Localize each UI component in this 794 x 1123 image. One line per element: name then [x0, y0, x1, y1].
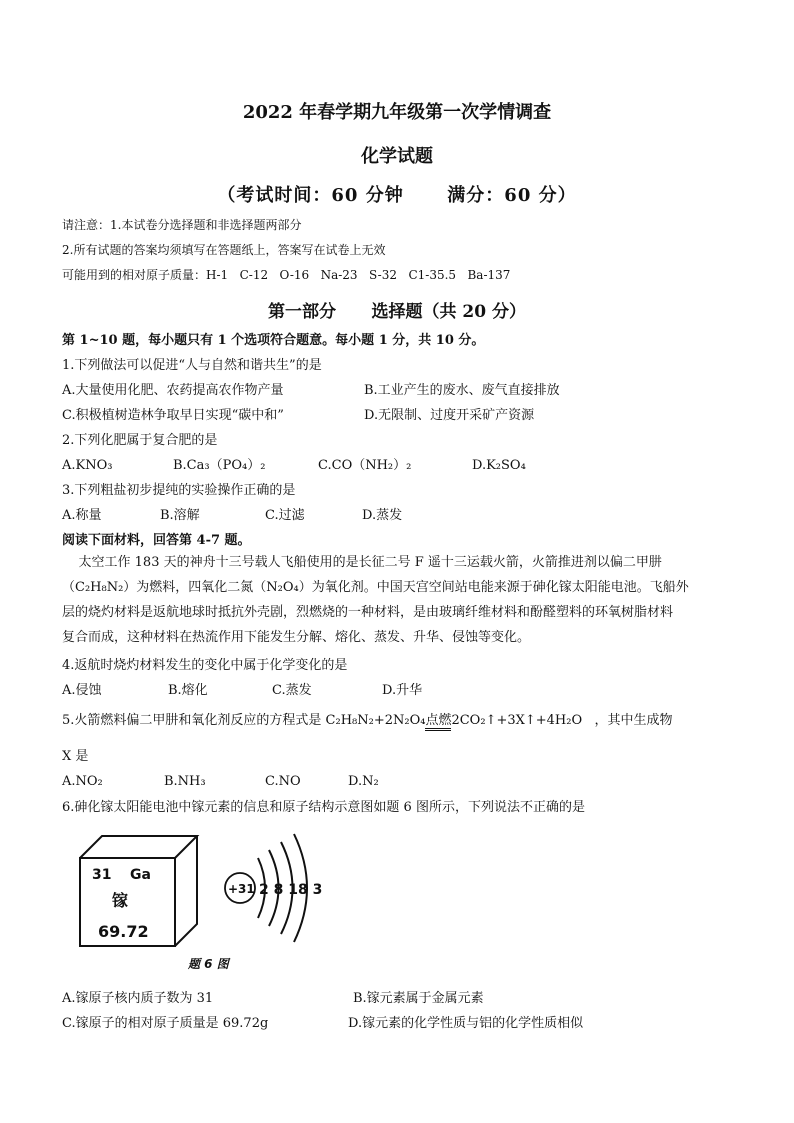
- note-2: 2.所有试题的答案均须填写在答题纸上，答案写在试卷上无效: [62, 243, 386, 257]
- q6-option-b: B.镓元素属于金属元素: [353, 991, 484, 1006]
- figure-6-caption: 题 6 图: [188, 957, 229, 971]
- atomic-number: 31: [92, 867, 112, 883]
- q3-option-d: D.蒸发: [362, 508, 403, 523]
- figure-6: [62, 822, 332, 982]
- element-symbol: Ga: [130, 867, 151, 883]
- reading-line-2: （C₂H₈N₂）为燃料，四氧化二氮（N₂O₄）为氧化剂。中国天宫空间站电能来源于砷化镓太阳能电池。飞船外: [62, 580, 689, 595]
- q4-option-c: C.蒸发: [272, 683, 312, 698]
- q5-option-c: C.NO: [265, 774, 301, 789]
- section-1-instruction: 第 1~10 题，每小题只有 1 个选项符合题意。每小题 1 分，共 10 分。: [62, 333, 485, 348]
- atomic-mass: 69.72: [98, 922, 149, 941]
- q5-stem-continued: X 是: [62, 749, 89, 764]
- q6-option-a: A.镓原子核内质子数为 31: [62, 991, 214, 1006]
- nucleus-charge: +31: [228, 882, 255, 896]
- reading-line-1: 太空工作 183 天的神舟十三号载人飞船使用的是长征二号 F 遥十三运载火箭，火箭推进剂以偏二甲肼: [62, 555, 662, 570]
- q3-option-a: A.称量: [62, 508, 102, 523]
- electron-shells: 2 8 18 3: [259, 882, 323, 898]
- q3-stem: 3.下列粗盐初步提纯的实验操作正确的是: [62, 483, 296, 498]
- q5-stem-post: 2CO₂↑+3X↑+4H₂O ，其中生成物: [451, 713, 673, 728]
- q5-reaction-condition: 点燃: [425, 713, 451, 731]
- subject-title: 化学试题: [361, 146, 433, 167]
- reading-line-3: 层的烧灼材料是返航地球时抵抗外壳剧，烈燃烧的一种材料，是由玻璃纤维材料和酚醛塑料的环氧树脂材料: [62, 605, 674, 620]
- q5-option-b: B.NH₃: [164, 774, 206, 789]
- q4-option-a: A.侵蚀: [62, 683, 102, 698]
- q6-option-d: D.镓元素的化学性质与铝的化学性质相似: [348, 1016, 584, 1031]
- q5-option-a: A.NO₂: [62, 774, 103, 789]
- q4-option-b: B.熔化: [168, 683, 208, 698]
- q5-option-d: D.N₂: [348, 774, 379, 789]
- q1-stem: 1.下列做法可以促进“人与自然和谐共生”的是: [62, 358, 322, 373]
- q2-option-d: D.K₂SO₄: [472, 458, 526, 473]
- q5-stem-pre: 5.火箭燃料偏二甲肼和氧化剂反应的方程式是 C₂H₈N₂+2N₂O₄: [62, 713, 426, 728]
- note-1: 请注意：1.本试卷分选择题和非选择题两部分: [62, 218, 302, 232]
- q6-stem: 6.砷化镓太阳能电池中镓元素的信息和原子结构示意图如题 6 图所示，下列说法不正确的是: [62, 800, 585, 815]
- q5-stem: [62, 712, 673, 730]
- q4-option-d: D.升华: [382, 683, 423, 698]
- exam-title: 2022 年春学期九年级第一次学情调查: [242, 102, 552, 123]
- q1-option-b: B.工业产生的废水、废气直接排放: [364, 383, 560, 398]
- section-1-title: 第一部分 选择题（共 20 分）: [267, 302, 526, 322]
- q1-option-c: C.积极植树造林争取早日实现“碳中和”: [62, 408, 284, 423]
- q1-option-a: A.大量使用化肥、农药提高农作物产量: [62, 383, 284, 398]
- q3-option-c: C.过滤: [265, 508, 305, 523]
- q3-option-b: B.溶解: [160, 508, 200, 523]
- q2-option-b: B.Ca₃（PO₄）₂: [173, 458, 266, 473]
- note-atomic-masses: 可能用到的相对原子质量：H-1 C-12 O-16 Na-23 S-32 C1-35.5 Ba-137: [62, 268, 511, 282]
- q2-option-a: A.KNO₃: [62, 458, 113, 473]
- reading-passage: [62, 550, 732, 650]
- q2-stem: 2.下列化肥属于复合肥的是: [62, 433, 218, 448]
- q1-option-d: D.无限制、过度开采矿产资源: [364, 408, 535, 423]
- q4-stem: 4.返航时烧灼材料发生的变化中属于化学变化的是: [62, 658, 348, 673]
- q2-option-c: C.CO（NH₂）₂: [318, 458, 412, 473]
- exam-info: （考试时间：60 分钟 满分：60 分）: [217, 185, 577, 206]
- reading-line-4: 复合而成，这种材料在热流作用下能发生分解、熔化、蒸发、升华、侵蚀等变化。: [62, 630, 531, 645]
- reading-title: 阅读下面材料，回答第 4-7 题。: [62, 533, 251, 548]
- q6-option-c: C.镓原子的相对原子质量是 69.72g: [62, 1016, 269, 1031]
- element-name: 镓: [112, 891, 129, 910]
- atom-structure: [225, 834, 322, 942]
